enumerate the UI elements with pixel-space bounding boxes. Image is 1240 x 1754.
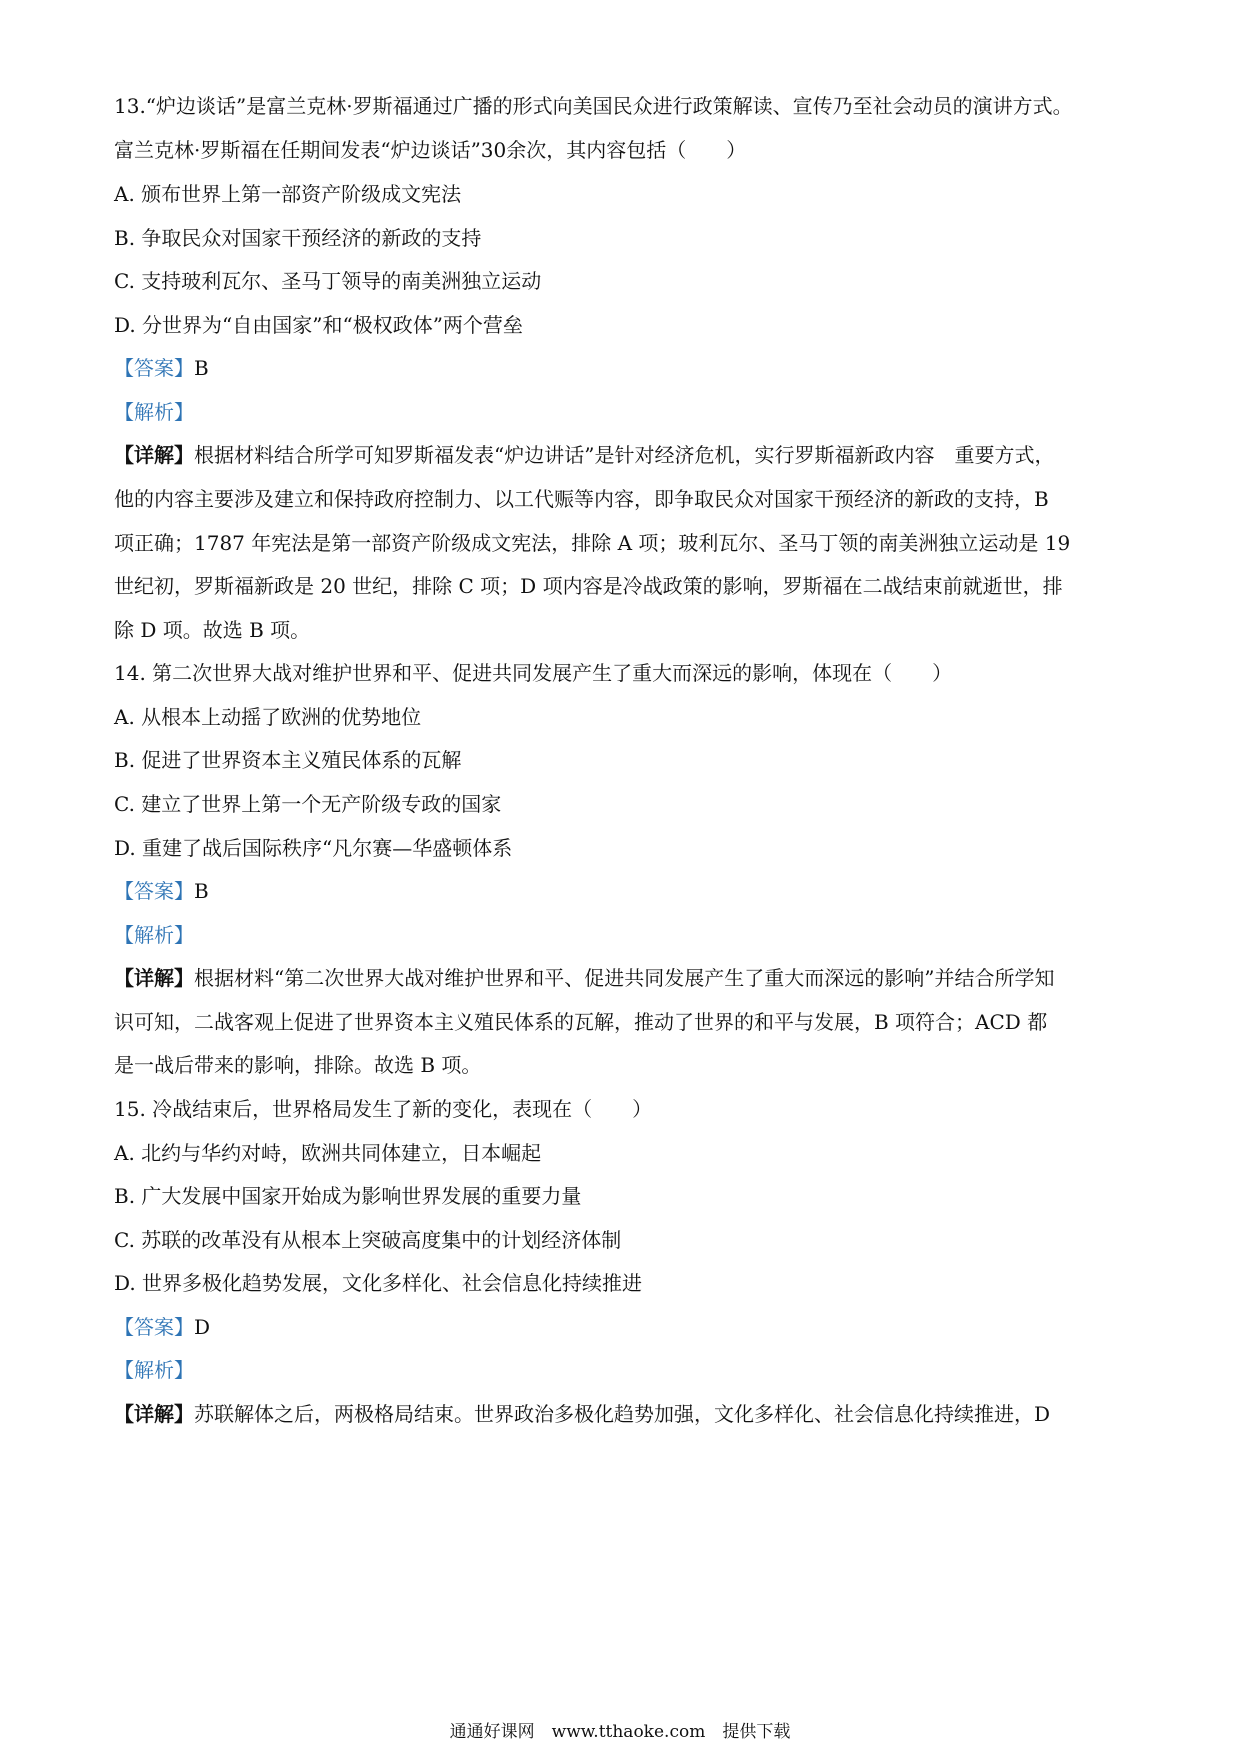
- detail-text: 苏联解体之后，两极格局结束。世界政治多极化趋势加强，文化多样化、社会信息化持续推进，D: [194, 1402, 1051, 1426]
- q13-detail-line-2: 他的内容主要涉及建立和保持政府控制力、以工代赈等内容，即争取民众对国家干预经济的新政的支持，B: [114, 487, 1049, 511]
- answer-label: 【答案】: [114, 1315, 194, 1339]
- analysis-label: 【解析】: [114, 1358, 194, 1382]
- answer-value: D: [194, 1315, 211, 1339]
- answer-value: B: [194, 879, 209, 903]
- q15-analysis-label: [114, 1356, 1134, 1384]
- q14-stem-line-1: 14. 第二次世界大战对维护世界和平、促进共同发展产生了重大而深远的影响，体现在（ ）: [114, 661, 953, 685]
- q14-answer: [114, 877, 1134, 905]
- q15-option-c: C. 苏联的改革没有从根本上突破高度集中的计划经济体制: [114, 1228, 622, 1252]
- q14-option-c: C. 建立了世界上第一个无产阶级专政的国家: [114, 792, 502, 816]
- detail-text: 根据材料“第二次世界大战对维护世界和平、促进共同发展产生了重大而深远的影响”并结合所学知: [194, 966, 1055, 990]
- q13-answer: [114, 354, 1134, 382]
- detail-text: 根据材料结合所学可知罗斯福发表“炉边讲话”是针对经济危机，实行罗斯福新政内容 重要方式，: [194, 443, 1055, 467]
- q13-option-d: D. 分世界为“自由国家”和“极权政体”两个营垒: [114, 313, 523, 337]
- q14-detail-line-2: 识可知，二战客观上促进了世界资本主义殖民体系的瓦解，推动了世界的和平与发展，B 项符合；ACD 都: [114, 1010, 1048, 1034]
- q14-detail-line-3: 是一战后带来的影响，排除。故选 B 项。: [114, 1053, 482, 1077]
- detail-label: 【详解】: [114, 1402, 194, 1426]
- q13-option-a: A. 颁布世界上第一部资产阶级成文宪法: [114, 182, 462, 206]
- q14-option-b: B. 促进了世界资本主义殖民体系的瓦解: [114, 748, 462, 772]
- q13-analysis-label: [114, 398, 1134, 426]
- q14-detail-line-1: [114, 964, 1134, 992]
- q15-option-a: A. 北约与华约对峙，欧洲共同体建立，日本崛起: [114, 1141, 542, 1165]
- q13-detail-line-5: 除 D 项。故选 B 项。: [114, 618, 311, 642]
- q15-answer: [114, 1313, 1134, 1341]
- q13-option-b: B. 争取民众对国家干预经济的新政的支持: [114, 226, 482, 250]
- q13-detail-line-3: 项正确；1787 年宪法是第一部资产阶级成文宪法，排除 A 项；玻利瓦尔、圣马丁领的南美洲独立运动是 19: [114, 531, 1071, 555]
- detail-label: 【详解】: [114, 966, 194, 990]
- analysis-label: 【解析】: [114, 923, 194, 947]
- q13-detail-line-4: 世纪初，罗斯福新政是 20 世纪，排除 C 项；D 项内容是冷战政策的影响，罗斯福在二战结束前就逝世，排: [114, 574, 1063, 598]
- q15-stem-line-1: 15. 冷战结束后，世界格局发生了新的变化，表现在（ ）: [114, 1097, 653, 1121]
- q15-detail-line-1: [114, 1400, 1134, 1428]
- q13-stem-line-2: 富兰克林·罗斯福在任期间发表“炉边谈话”30余次，其内容包括（ ）: [114, 138, 747, 162]
- analysis-label: 【解析】: [114, 400, 194, 424]
- detail-label: 【详解】: [114, 443, 194, 467]
- answer-label: 【答案】: [114, 879, 194, 903]
- answer-label: 【答案】: [114, 356, 194, 380]
- page-footer: 通通好课网 www.tthaoke.com 提供下载: [449, 1722, 791, 1742]
- q14-analysis-label: [114, 921, 1134, 949]
- q14-option-a: A. 从根本上动摇了欧洲的优势地位: [114, 705, 422, 729]
- q15-option-b: B. 广大发展中国家开始成为影响世界发展的重要力量: [114, 1184, 582, 1208]
- q15-option-d: D. 世界多极化趋势发展，文化多样化、社会信息化持续推进: [114, 1271, 643, 1295]
- answer-value: B: [194, 356, 209, 380]
- q13-option-c: C. 支持玻利瓦尔、圣马丁领导的南美洲独立运动: [114, 269, 542, 293]
- q13-detail-line-1: [114, 441, 1134, 469]
- q14-option-d: D. 重建了战后国际秩序“凡尔赛—华盛顿体系: [114, 836, 513, 860]
- q13-stem-line-1: 13.“炉边谈话”是富兰克林·罗斯福通过广播的形式向美国民众进行政策解读、宣传乃至社会动员的演讲方式。: [114, 94, 1073, 118]
